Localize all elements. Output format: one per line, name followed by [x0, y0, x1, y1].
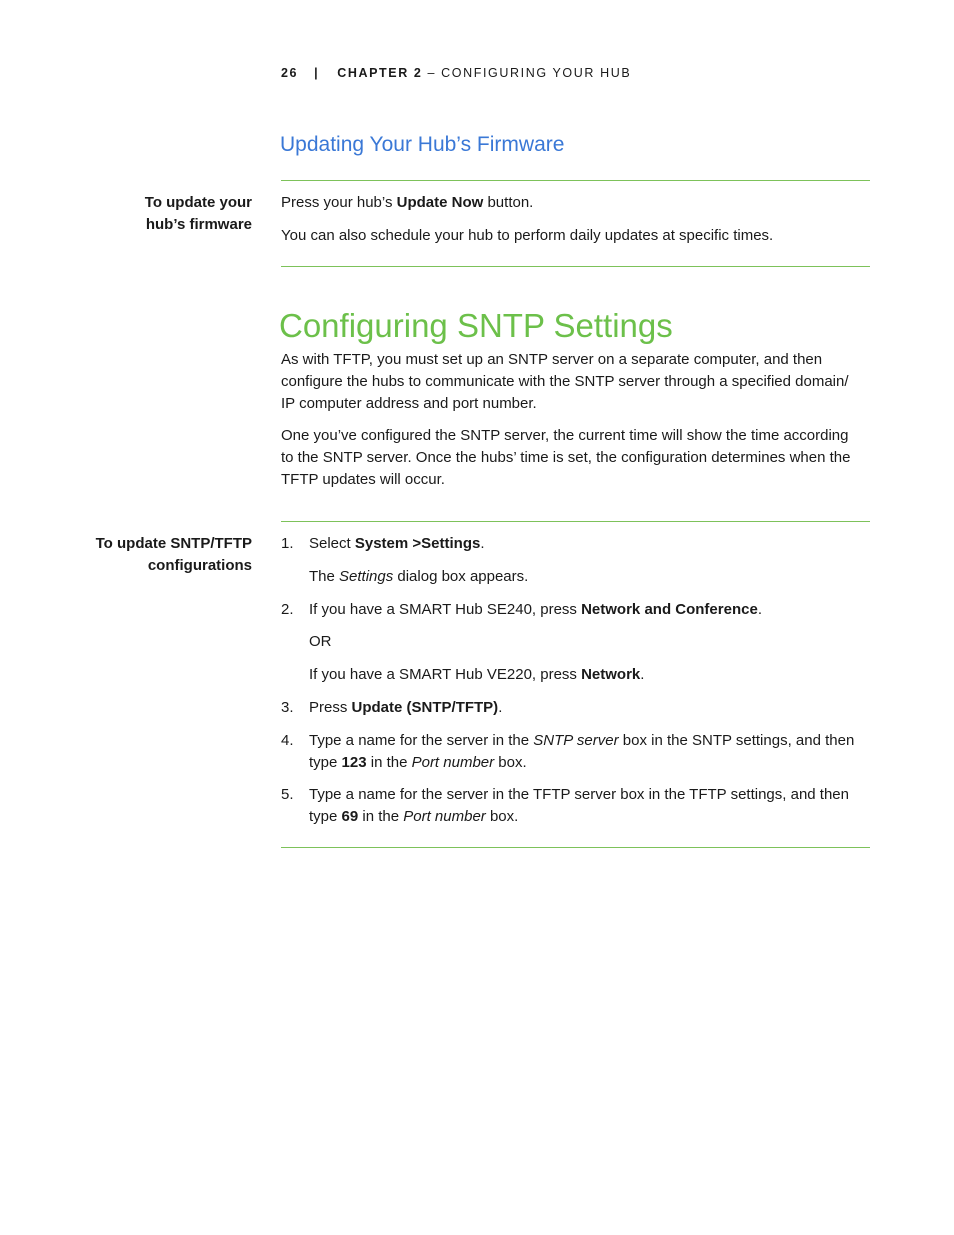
- update-now-term: Update Now: [396, 194, 484, 211]
- page-number: 26: [281, 66, 299, 80]
- step-number: 3.: [281, 699, 294, 716]
- text-run: dialog box appears.: [393, 568, 529, 585]
- text-run: type: [309, 754, 342, 771]
- text-run: box.: [494, 754, 527, 771]
- firmware-side-label: [145, 192, 252, 236]
- section-divider: [281, 266, 870, 267]
- text-run: Press: [309, 699, 352, 716]
- field-name-term: Port number: [411, 754, 495, 771]
- text-run: .: [498, 699, 503, 716]
- procedure-step-5: [281, 784, 873, 828]
- sntp-intro-paragraph-2: [281, 425, 873, 491]
- field-name-term: SNTP server: [533, 732, 619, 749]
- step-text: [309, 697, 873, 719]
- chapter-title: – CONFIGURING YOUR HUB: [422, 66, 632, 80]
- value-term: 123: [341, 754, 367, 771]
- sntp-side-label: [96, 533, 252, 577]
- side-label-line: To update SNTP/TFTP: [95, 535, 252, 552]
- text-line: TFTP updates will occur.: [281, 471, 445, 488]
- side-label-line: configurations: [147, 557, 252, 574]
- step-number: 5.: [281, 786, 294, 803]
- firmware-paragraph-1: [281, 192, 873, 214]
- chapter-label: CHAPTER 2: [337, 66, 423, 80]
- dialog-name-term: Settings: [339, 568, 394, 585]
- step-1-result-note: [309, 566, 873, 588]
- step-text: [309, 599, 873, 621]
- text-run: If you have a SMART Hub SE240, press: [309, 601, 582, 618]
- text-line: to the SNTP server. Once the hubs’ time is set, the configuration determines when the: [281, 449, 851, 466]
- text-run: in the: [366, 754, 412, 771]
- procedure-step-2: [281, 599, 873, 621]
- text-run: Type a name for the server in the: [309, 732, 534, 749]
- text-line: configure the hubs to communicate with the SNTP server through a specified domain/: [281, 373, 849, 390]
- button-name-term: Update (SNTP/TFTP): [351, 699, 499, 716]
- procedure-step-4: [281, 730, 873, 774]
- text-run: If you have a SMART Hub VE220, press: [309, 666, 582, 683]
- header-separator: |: [314, 66, 320, 80]
- step-2-or: OR: [309, 633, 332, 650]
- running-header: [281, 66, 631, 80]
- text-run: .: [757, 601, 762, 618]
- text-run: Select: [309, 535, 355, 552]
- section-divider: [281, 180, 870, 181]
- firmware-section-heading: Updating Your Hub’s Firmware: [280, 133, 565, 156]
- side-label-line: hub’s firmware: [145, 216, 252, 233]
- procedure-step-1: [281, 533, 873, 555]
- firmware-paragraph-2: You can also schedule your hub to perform daily updates at specific times.: [281, 227, 774, 244]
- button-name-term: Network and Conference: [581, 601, 758, 618]
- side-label-line: To update your: [144, 194, 252, 211]
- sntp-section-heading: Configuring SNTP Settings: [279, 307, 673, 344]
- section-divider: [281, 847, 870, 848]
- text-run: type: [309, 808, 342, 825]
- text-run: box.: [485, 808, 519, 825]
- procedure-step-3: [281, 697, 873, 719]
- text-run: .: [640, 666, 645, 683]
- step-text: [309, 730, 873, 774]
- field-name-term: Port number: [403, 808, 486, 825]
- step-2-alternative: [309, 664, 873, 686]
- text-run: box in the SNTP settings, and then: [618, 732, 855, 749]
- step-number: 1.: [281, 535, 294, 552]
- text-run: .: [480, 535, 485, 552]
- section-divider: [281, 521, 870, 522]
- button-name-term: Network: [581, 666, 641, 683]
- menu-path-term: System >Settings: [354, 535, 481, 552]
- text-run: button.: [483, 194, 534, 211]
- text-line: IP computer address and port number.: [281, 395, 537, 412]
- step-number: 4.: [281, 732, 294, 749]
- step-text: [309, 533, 873, 555]
- sntp-intro-paragraph-1: [281, 349, 873, 415]
- text-line: One you’ve configured the SNTP server, the current time will show the time according: [281, 427, 849, 444]
- text-run: Type a name for the server in the TFTP server box in the TFTP settings, and then: [309, 786, 849, 803]
- text-run: in the: [358, 808, 404, 825]
- text-line: As with TFTP, you must set up an SNTP server on a separate computer, and then: [281, 351, 823, 368]
- step-text: [309, 784, 873, 828]
- value-term: 69: [341, 808, 359, 825]
- step-number: 2.: [281, 601, 294, 618]
- text-run: Press your hub’s: [281, 194, 397, 211]
- text-run: The: [309, 568, 340, 585]
